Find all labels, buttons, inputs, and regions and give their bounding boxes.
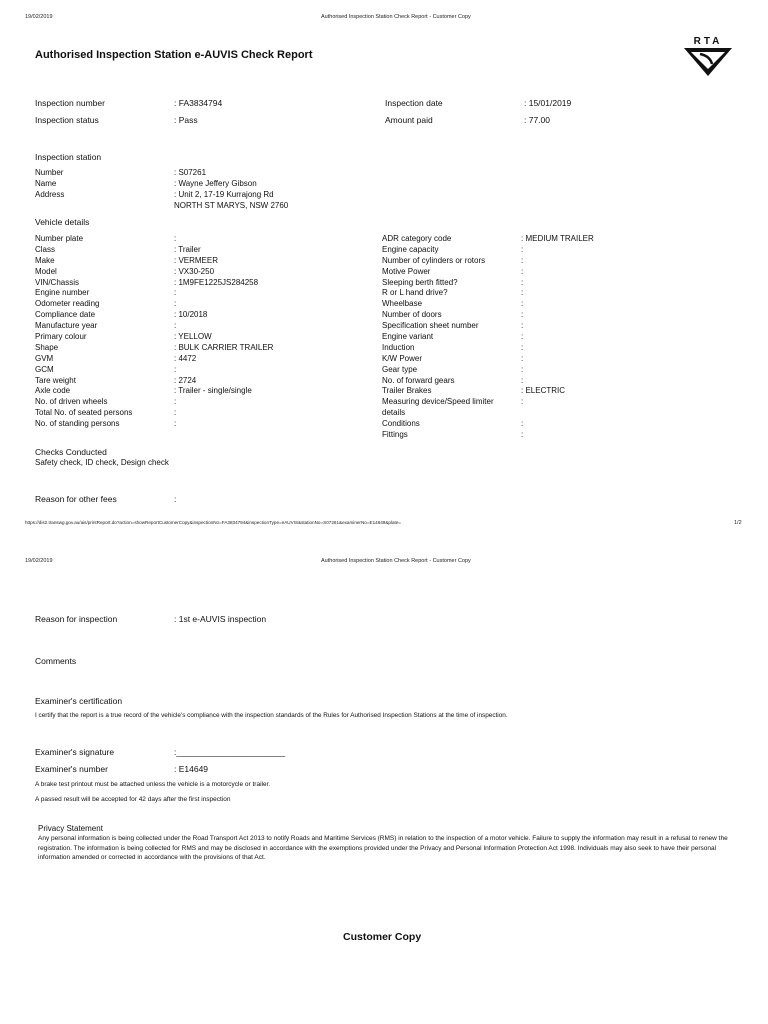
signature-value: :_______________________ xyxy=(174,747,286,757)
vehicle-left-label: No. of driven wheels xyxy=(35,397,108,407)
header-title: Authorised Inspection Station Check Report - Customer Copy xyxy=(321,14,471,20)
vehicle-right-label: Engine capacity xyxy=(382,244,439,254)
summary-left-value: : Pass xyxy=(174,115,198,125)
vehicle-right-value xyxy=(521,408,594,419)
vehicle-right-label: K/W Power xyxy=(382,353,423,363)
vehicle-right-value: : xyxy=(521,266,524,276)
certification-heading: Examiner's certification xyxy=(35,696,123,706)
vehicle-left-value: : 1M9FE1225JS284258 xyxy=(174,277,259,287)
vehicle-left-label: Manufacture year xyxy=(35,321,98,331)
vehicle-left-label: Model xyxy=(35,266,57,276)
vehicle-right-value: : xyxy=(521,255,524,265)
logo-text: RTA xyxy=(693,36,723,47)
vehicle-right-value: : MEDIUM TRAILER xyxy=(521,234,594,243)
checks-value: Safety check, ID check, Design check xyxy=(35,458,169,467)
vehicle-details-right xyxy=(382,234,594,441)
vehicle-heading: Vehicle details xyxy=(35,217,90,227)
vehicle-right-label: Measuring device/Speed limiter xyxy=(382,397,494,407)
examiner-number-value: : E14649 xyxy=(174,764,209,774)
vehicle-right-label: R or L hand drive? xyxy=(382,288,448,298)
vehicle-right-label: Wheelbase xyxy=(382,299,423,309)
vehicle-left-value: : xyxy=(174,234,177,243)
vehicle-right-value: : xyxy=(521,419,524,429)
vehicle-left-label: No. of standing persons xyxy=(35,419,120,429)
reason-label: Reason for inspection xyxy=(35,614,118,624)
vehicle-right-label: Number of doors xyxy=(382,310,442,320)
vehicle-right-value: : xyxy=(521,299,524,309)
comments-heading: Comments xyxy=(35,656,77,666)
vehicle-left-value: : xyxy=(174,321,177,331)
summary-right-value: : 15/01/2019 xyxy=(524,98,572,108)
vehicle-right-value: : xyxy=(521,277,524,287)
vehicle-right-value: : xyxy=(521,342,524,352)
page-title: Authorised Inspection Station e-AUVIS Check Report xyxy=(35,49,313,61)
other-fees-value: : xyxy=(174,494,177,504)
brake-test-note: A brake test printout must be attached unless the vehicle is a motorcycle or trailer. xyxy=(35,781,271,788)
header-date: 19/02/2019 xyxy=(25,14,53,20)
vehicle-left-value: : 2724 xyxy=(174,375,197,385)
vehicle-left-value: : Trailer xyxy=(174,244,201,254)
station-value: : S07261 xyxy=(174,168,207,177)
vehicle-right-value: : xyxy=(521,397,524,407)
privacy-text: Any personal information is being collected under the Road Transport Act 2013 to notify Roads and Maritime Services (RMS) in relation to the inspection of a motor vehicle. Failure to supply the information may result in a refusal to renew the registration. The information is being collected for RMS and may be disclosed in accordance with the exemptions provided under the Privacy and Personal Information Protection Act 1998. Individuals may also seek to have their personal information amended or corrected in accordance with the provisions of that Act. xyxy=(38,835,728,861)
vehicle-right-value: : xyxy=(521,353,524,363)
certification-text: I certify that the report is a true record of the vehicle's compliance with the inspection standards of the Rules for Authorised Inspection Stations at the time of inspection. xyxy=(35,712,508,719)
header-title-page2: Authorised Inspection Station Check Report - Customer Copy xyxy=(321,558,471,564)
vehicle-right-value: : xyxy=(521,430,524,440)
vehicle-left-value: : xyxy=(174,397,177,407)
vehicle-right-value: : ELECTRIC xyxy=(521,386,566,396)
examiner-number-label: Examiner's number xyxy=(35,764,108,774)
station-label xyxy=(35,201,174,212)
summary-left-label: Inspection number xyxy=(35,98,105,108)
passed-result-note: A passed result will be accepted for 42 days after the first inspection xyxy=(35,796,231,803)
station-label: Address xyxy=(35,189,65,199)
vehicle-left-label: Number plate xyxy=(35,234,84,243)
vehicle-left-value: : xyxy=(174,364,177,374)
vehicle-left-label: Shape xyxy=(35,342,59,352)
vehicle-left-value: : xyxy=(174,288,177,298)
vehicle-left-value: : YELLOW xyxy=(174,332,212,342)
vehicle-left-label: Make xyxy=(35,255,55,265)
other-fees-label: Reason for other fees xyxy=(35,494,117,504)
vehicle-right-label: Induction xyxy=(382,342,415,352)
summary-left-label: Inspection status xyxy=(35,115,99,125)
rta-logo xyxy=(682,34,734,78)
vehicle-right-label: Gear type xyxy=(382,364,418,374)
vehicle-left-value: : 10/2018 xyxy=(174,310,208,320)
vehicle-left-label: Total No. of seated persons xyxy=(35,408,133,418)
header-date-page2: 19/02/2019 xyxy=(25,558,53,564)
vehicle-right-value: : xyxy=(521,244,524,254)
vehicle-left-label: GCM xyxy=(35,364,54,374)
privacy-heading: Privacy Statement xyxy=(38,824,103,833)
vehicle-left-label: Engine number xyxy=(35,288,90,298)
summary-right-value: : 77.00 xyxy=(524,115,550,125)
summary-right-label: Inspection date xyxy=(385,98,443,108)
station-label: Name xyxy=(35,178,57,188)
vehicle-right-value: : xyxy=(521,375,524,385)
vehicle-left-label: VIN/Chassis xyxy=(35,277,80,287)
vehicle-left-value: : xyxy=(174,408,177,418)
vehicle-right-value: : xyxy=(521,364,524,374)
vehicle-left-value: : xyxy=(174,299,177,309)
station-label: Number xyxy=(35,168,64,177)
vehicle-right-label: No. of forward gears xyxy=(382,375,455,385)
station-heading: Inspection station xyxy=(35,152,102,162)
station-value: : Unit 2, 17-19 Kurrajong Rd xyxy=(174,189,274,199)
vehicle-left-value: : BULK CARRIER TRAILER xyxy=(174,342,274,352)
vehicle-left-label: Axle code xyxy=(35,386,71,396)
vehicle-left-value: : xyxy=(174,419,177,429)
station-value: NORTH ST MARYS, NSW 2760 xyxy=(174,200,289,210)
vehicle-left-label: GVM xyxy=(35,353,54,363)
vehicle-right-value: : xyxy=(521,332,524,342)
summary-right xyxy=(385,98,571,132)
vehicle-right-label: Sleeping berth fitted? xyxy=(382,277,458,287)
vehicle-right-label: Specification sheet number xyxy=(382,321,479,331)
vehicle-right-value: : xyxy=(521,310,524,320)
checks-heading: Checks Conducted xyxy=(35,447,107,457)
vehicle-left-value: : Trailer - single/single xyxy=(174,386,252,396)
vehicle-left-label: Class xyxy=(35,244,56,254)
vehicle-right-label: Number of cylinders or rotors xyxy=(382,255,486,265)
reason-value: : 1st e-AUVIS inspection xyxy=(174,614,267,624)
station-details xyxy=(35,168,288,212)
vehicle-right-label: ADR category code xyxy=(382,234,452,243)
vehicle-right-label: details xyxy=(382,408,406,418)
vehicle-right-value: : xyxy=(521,288,524,298)
footer-url[interactable]: https://dis2.transwg.gov.au/ais/printReport.do?action=showReportCustomerCopy&inspectionNo=FA3834794&inspectionType=eAUVIS&stationNo=S07261&examinerNo=E14649&plate= xyxy=(25,520,402,525)
vehicle-right-label: Motive Power xyxy=(382,266,431,276)
footer-page-number: 1/2 xyxy=(734,520,742,526)
signature-label: Examiner's signature xyxy=(35,747,115,757)
vehicle-right-label: Fittings xyxy=(382,430,408,440)
vehicle-left-label: Primary colour xyxy=(35,332,87,342)
summary-right-label: Amount paid xyxy=(385,115,433,125)
summary-left-value: : FA3834794 xyxy=(174,98,223,108)
vehicle-left-value: : VERMEER xyxy=(174,255,219,265)
vehicle-right-label: Engine variant xyxy=(382,332,434,342)
vehicle-right-label: Conditions xyxy=(382,419,420,429)
vehicle-right-label: Trailer Brakes xyxy=(382,386,432,396)
customer-copy-label: Customer Copy xyxy=(343,931,422,943)
vehicle-left-value: : 4472 xyxy=(174,353,197,363)
vehicle-right-value: : xyxy=(521,321,524,331)
station-value: : Wayne Jeffery Gibson xyxy=(174,178,257,188)
vehicle-left-label: Compliance date xyxy=(35,310,96,320)
vehicle-left-label: Tare weight xyxy=(35,375,76,385)
vehicle-left-label: Odometer reading xyxy=(35,299,100,309)
vehicle-details-left xyxy=(35,234,273,430)
summary-left xyxy=(35,98,222,132)
vehicle-left-value: : VX30-250 xyxy=(174,266,215,276)
